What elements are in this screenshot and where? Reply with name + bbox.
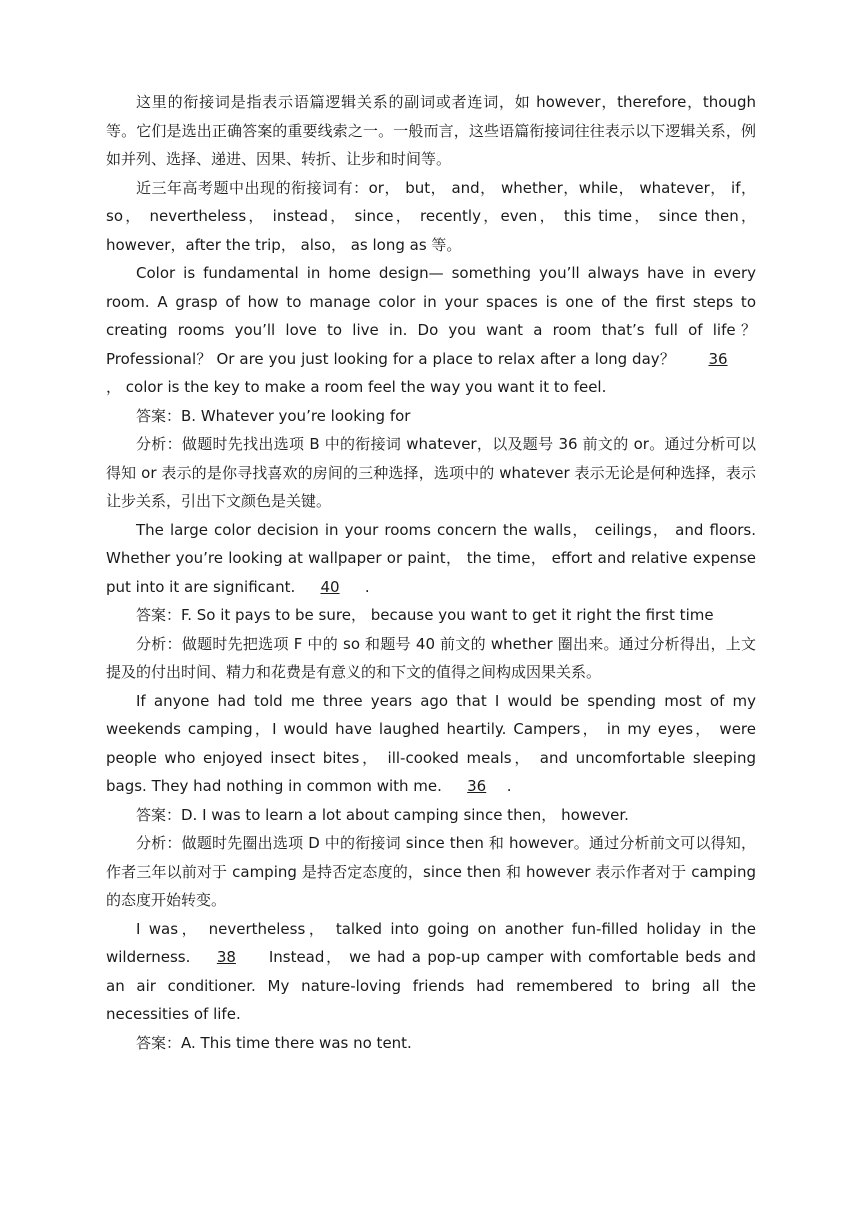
example2-analysis: 分析：做题时先把选项 F 中的 so 和题号 40 前文的 whether 圈出来。通过分析得出，上文提及的付出时间、精力和花费是有意义的和下文的值得之间构成因果关系。	[106, 634, 756, 681]
passage-text: Color is fundamental in home design— something you’ll always have in every room. A grasp of how to manage color in your spaces is one of the first steps to creating rooms you’ll love to live in. Do you want a room that’s full of life？ Professional？ Or are you just looking for a place to relax after a long day？	[106, 264, 756, 368]
passage-text: .	[364, 577, 370, 596]
example2-passage	[106, 516, 756, 602]
example4-passage	[106, 915, 756, 1029]
blank-36: 36	[708, 349, 728, 368]
intro-paragraph: 这里的衔接词是指表示语篇逻辑关系的副词或者连词，如 however，therefore，though 等。它们是选出正确答案的重要线索之一。一般而言，这些语篇衔接词往往表示以下逻辑关系，例如并列、选择、递进、因果、转折、让步和时间等。	[106, 93, 756, 168]
example1-answer: 答案：B. Whatever you’re looking for	[136, 406, 411, 425]
intro-word-list: 近三年高考题中出现的衔接词有：or， but， and， whether，while， whatever， if，so， nevertheless， instead， since， recently，even， this time， since then， however，after the trip， also， as long as 等。	[106, 178, 756, 254]
example1-passage	[106, 259, 756, 402]
example4-answer: 答案：A. This time there was no tent.	[136, 1033, 412, 1052]
passage-text: If anyone had told me three years ago that I would be spending most of my weekends camping，I would have laughed heartily. Campers， in my eyes， were people who enjoyed insect bites， ill-cooked meals， and uncomfortable sleeping bags. They had nothing in common with me.	[106, 691, 756, 795]
blank-38: 38	[216, 948, 236, 966]
example2-answer: 答案：F. So it pays to be sure， because you want to get it right the first time	[136, 606, 714, 624]
blank-40: 40	[320, 577, 340, 596]
passage-text: The large color decision in your rooms concern the walls， ceilings， and floors. Whether you’re looking at wallpaper or paint， the time， effort and relative expense put into it are significant.	[106, 520, 756, 596]
example3-answer: 答案：D. I was to learn a lot about camping since then， however.	[136, 805, 629, 824]
example1-analysis: 分析：做题时先找出选项 B 中的衔接词 whatever，以及题号 36 前文的 or。通过分析可以得知 or 表示的是你寻找喜欢的房间的三种选择，选项中的 whatever 表示无论是何种选择，表示让步关系，引出下文颜色是关键。	[106, 435, 756, 510]
example3-analysis: 分析：做题时先圈出选项 D 中的衔接词 since then 和 however。通过分析前文可以得知，作者三年以前对于 camping 是持否定态度的，since then 和 however 表示作者对于 camping 的态度开始转变。	[106, 834, 756, 909]
passage-text: .	[506, 777, 512, 795]
example3-passage	[106, 687, 756, 801]
passage-text: ， color is the key to make a room feel the way you want it to feel.	[106, 378, 607, 396]
blank-36: 36	[467, 777, 487, 795]
document-page	[106, 88, 756, 1057]
passage-text: Instead， we had a pop-up camper with comfortable beds and an air conditioner. My nature-loving friends had remembered to bring all the necessities of life.	[106, 948, 756, 1023]
passage-text: I was， nevertheless， talked into going on another fun-filled holiday in the wilderness.	[106, 919, 756, 966]
